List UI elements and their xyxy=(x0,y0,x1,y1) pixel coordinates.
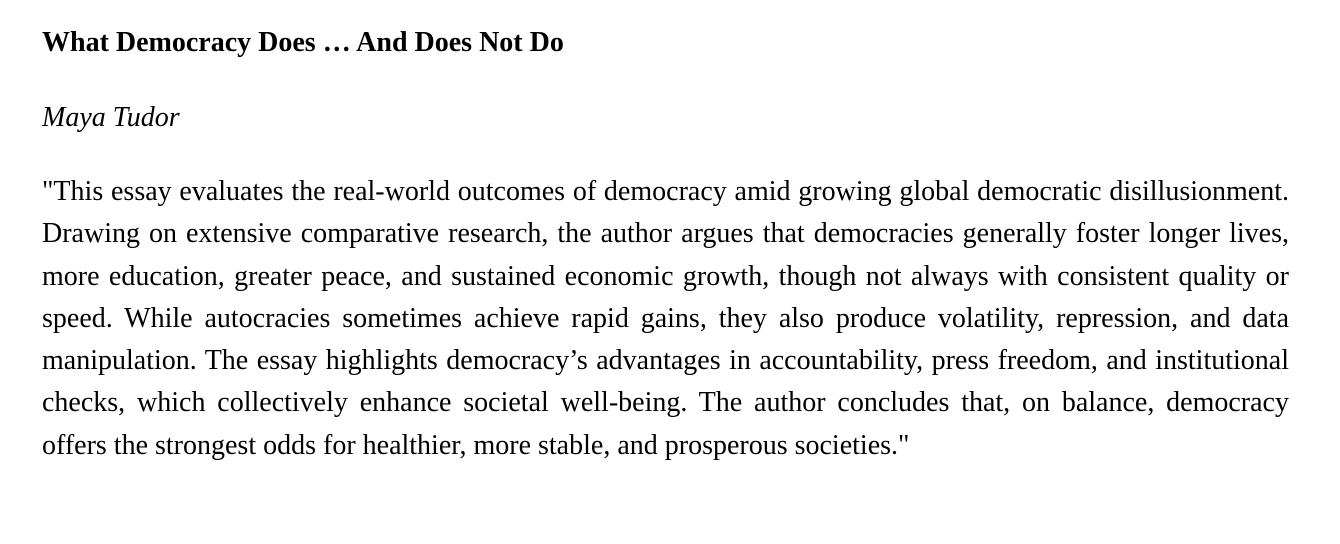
document-title: What Democracy Does … And Does Not Do xyxy=(42,27,564,58)
document-author: Maya Tudor xyxy=(42,102,180,133)
document-abstract: "This essay evaluates the real-world outcomes of democracy amid growing global democratic disillusionment. Drawing on extensive comparative research, the author argues that democracies generally foster longer lives, more education, greater peace, and sustained economic growth, though not always with consistent quality or speed. While autocracies sometimes achieve rapid gains, they also produce volatility, repression, and data manipulation. The essay highlights democracy’s advantages in accountability, press freedom, and institutional checks, which collectively enhance societal well-being. The author concludes that, on balance, democracy offers the strongest odds for healthier, more stable, and prosperous societies." xyxy=(42,176,1289,461)
